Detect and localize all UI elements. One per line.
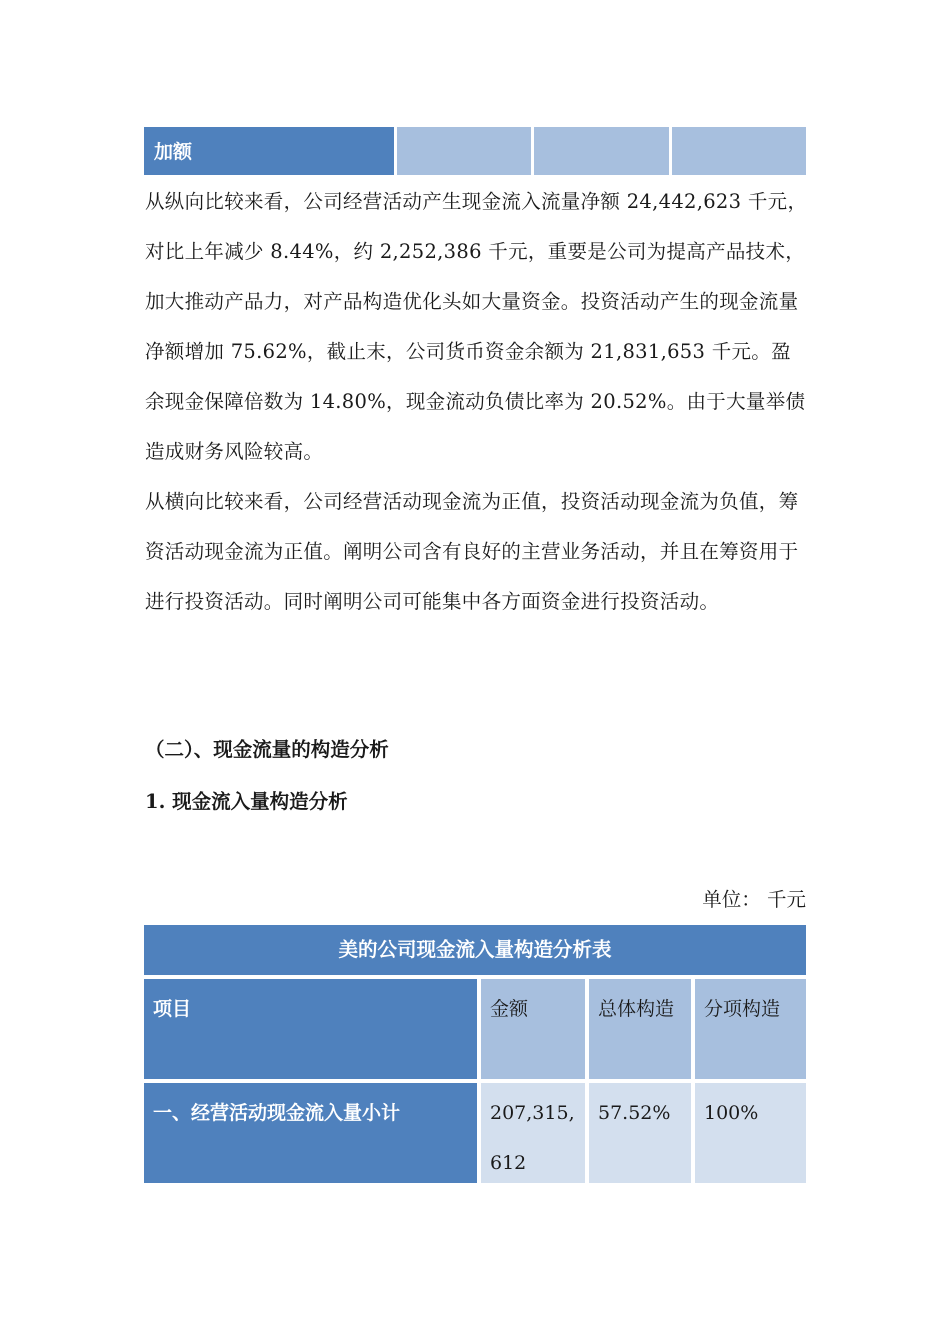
top-table-cell [534, 125, 668, 175]
section-heading: （二）、现金流量的构造分析 [145, 738, 389, 761]
cash-inflow-structure-table [144, 925, 806, 1183]
header-amount: 金额 [481, 979, 585, 1079]
header-item: 项目 [144, 979, 477, 1079]
row-item-structure: 100% [695, 1083, 806, 1183]
row-total-structure: 57.52% [589, 1083, 691, 1183]
table-row [144, 1083, 806, 1183]
unit-label: 单位： 千元 [702, 888, 806, 911]
top-table-cell [397, 125, 531, 175]
top-table-label: 加额 [144, 125, 394, 175]
header-item-structure: 分项构造 [695, 979, 806, 1079]
row-item: 一、经营活动现金流入量小计 [144, 1083, 477, 1183]
header-total-structure: 总体构造 [589, 979, 691, 1079]
table-header-row [144, 979, 806, 1079]
top-table-cell [672, 125, 806, 175]
table-title: 美的公司现金流入量构造分析表 [144, 925, 806, 975]
sub-heading: 1. 现金流入量构造分析 [145, 790, 348, 813]
top-table-fragment [144, 125, 806, 175]
paragraph-vertical-comparison: 从纵向比较来看，公司经营活动产生现金流入流量净额 24,442,623 千元，对比上年减少 8.44%，约 2,252,386 千元，重要是公司为提高产品技术，加大推动产品力，对产品构造优化头如大量资金。投资活动产生的现金流量净额增加 75.62%，截止末，公司货币资金余额为 21,831,653 千元。盈余现金保障倍数为 14.80%，现金流动负债比率为 20.52%。由于大量举债造成财务风险较高。 [145, 190, 808, 463]
row-amount: 207,315,612 [481, 1083, 585, 1183]
paragraph-horizontal-comparison: 从横向比较来看，公司经营活动现金流为正值，投资活动现金流为负值，筹资活动现金流为正值。阐明公司含有良好的主营业务活动，并且在筹资用于进行投资活动。同时阐明公司可能集中各方面资金进行投资活动。 [145, 490, 799, 613]
